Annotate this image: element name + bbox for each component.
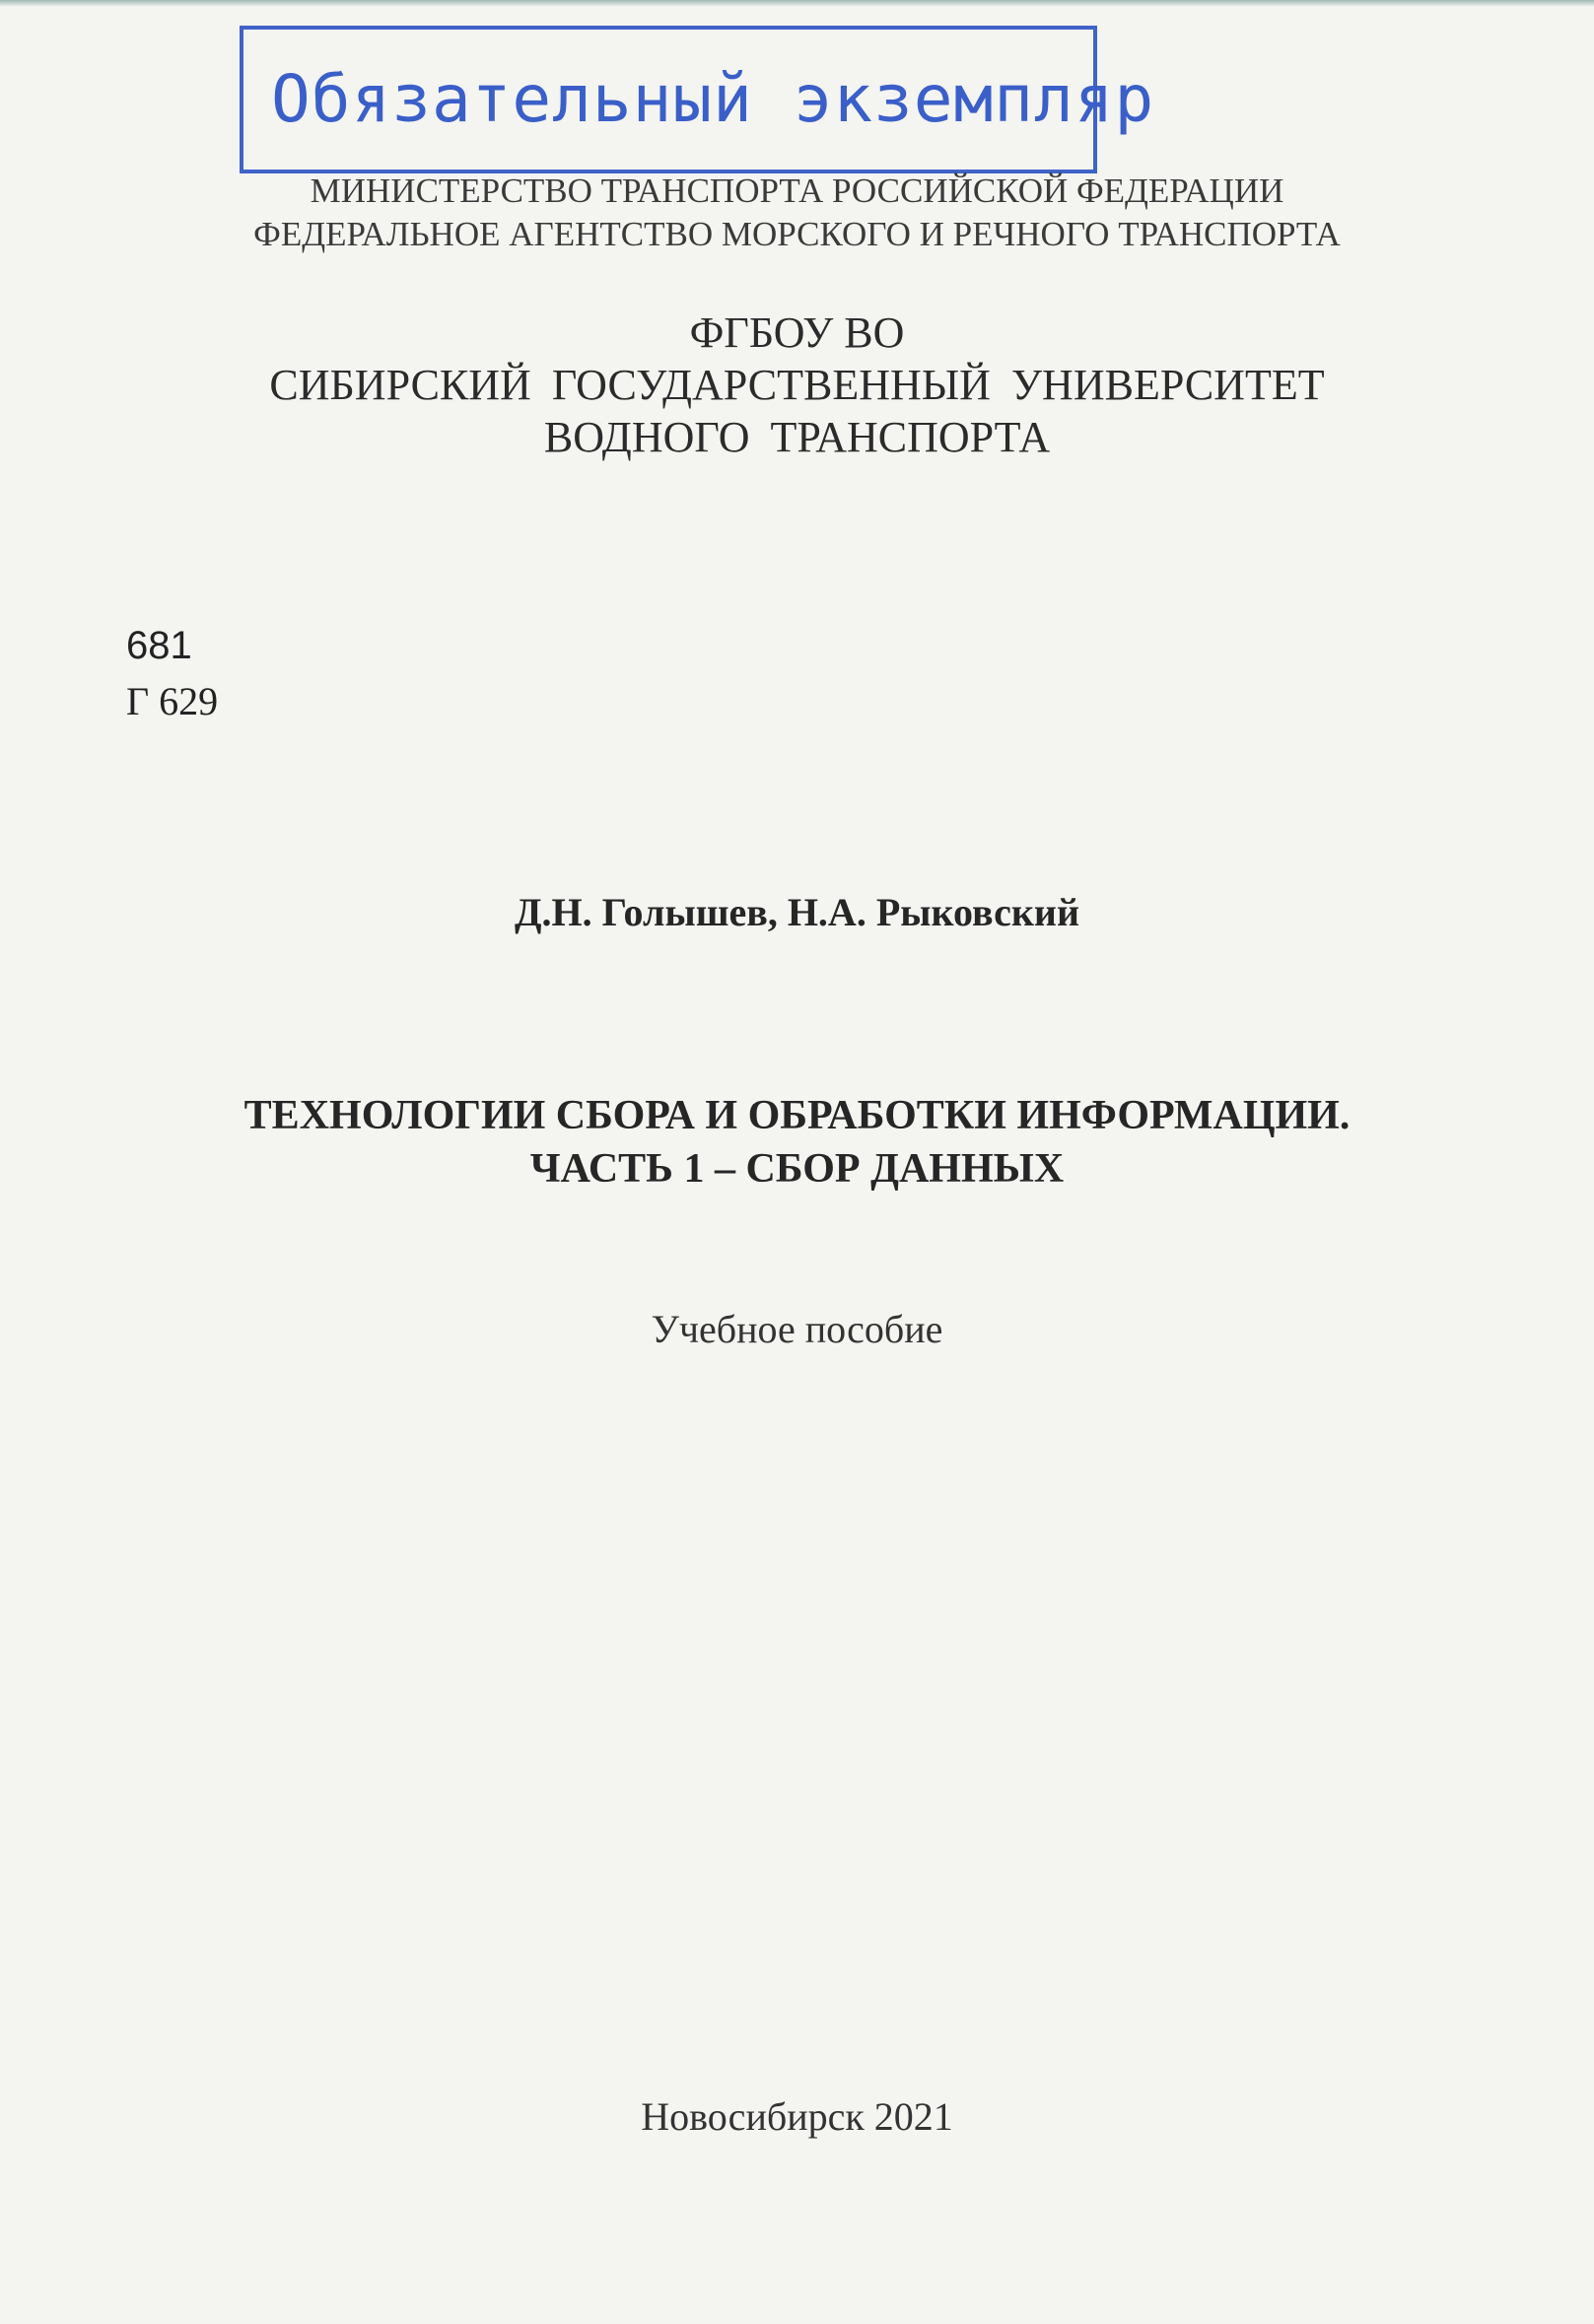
agency-heading: ФЕДЕРАЛЬНОЕ АГЕНТСТВО МОРСКОГО И РЕЧНОГО ТРАНСПОРТА <box>253 215 1341 253</box>
university-name-line1: СИБИРСКИЙ ГОСУДАРСТВЕННЫЙ УНИВЕРСИТЕТ <box>269 361 1325 409</box>
authors: Д.Н. Голышев, Н.А. Рыковский <box>514 890 1079 934</box>
udc-code: 681 <box>126 624 192 667</box>
organization-type: ФГБОУ ВО <box>689 308 905 357</box>
ministry-heading: МИНИСТЕРСТВО ТРАНСПОРТА РОССИЙСКОЙ ФЕДЕРАЦИИ <box>310 171 1284 210</box>
book-title-line2: ЧАСТЬ 1 – СБОР ДАННЫХ <box>529 1146 1065 1192</box>
author-mark: Г 629 <box>126 679 219 723</box>
book-title-line1: ТЕХНОЛОГИИ СБОРА И ОБРАБОТКИ ИНФОРМАЦИИ. <box>243 1093 1351 1138</box>
university-name-line2: ВОДНОГО ТРАНСПОРТА <box>543 413 1051 461</box>
scan-top-edge <box>0 0 1594 6</box>
imprint-city-year: Новосибирск 2021 <box>641 2094 953 2139</box>
stamp-text: Обязательный экземпляр <box>271 61 1155 137</box>
publication-type: Учебное пособие <box>651 1307 943 1351</box>
